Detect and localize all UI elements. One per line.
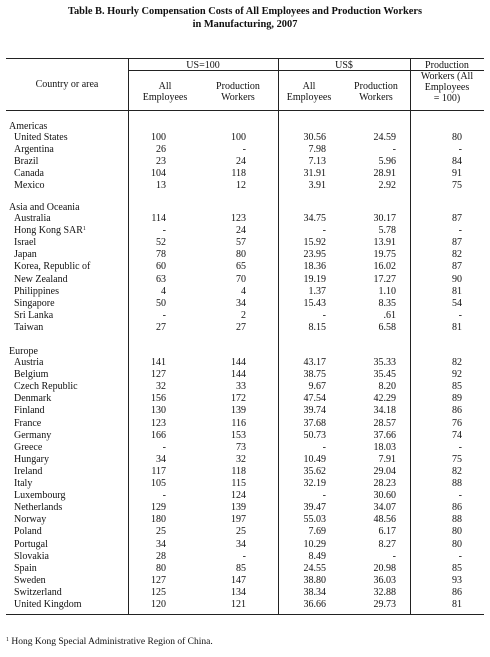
row-label: Norway	[14, 514, 47, 526]
table-cell: 24	[236, 225, 246, 237]
table-cell: 123	[151, 417, 166, 429]
table-title: Table B. Hourly Compensation Costs of All Employees and Production Workers	[68, 6, 422, 17]
column-divider	[410, 58, 411, 614]
table-cell: 60	[156, 261, 166, 273]
table-cell: -	[162, 309, 166, 321]
header-bottom-rule	[6, 110, 484, 111]
table-cell: 120	[151, 599, 166, 610]
table-cell: 78	[156, 249, 166, 261]
table-cell: 166	[151, 429, 166, 441]
table-cell: 9.67	[308, 381, 326, 393]
table-cell: 18.03	[373, 441, 396, 453]
table-cell: 85	[236, 562, 246, 574]
section-heading: Europe	[9, 346, 38, 357]
table-cell: 42.29	[373, 393, 396, 405]
row-label: Philippines	[14, 285, 60, 297]
table-cell: -	[458, 550, 462, 562]
table-cell: 39.74	[303, 405, 326, 417]
table-cell: 147	[231, 574, 246, 586]
column-divider	[128, 58, 129, 614]
table-cell: 15.92	[303, 237, 326, 249]
ratio-column-header: Production Workers (All Employees = 100)	[420, 60, 474, 104]
table-cell: 86	[452, 586, 462, 598]
row-label: Hungary	[14, 453, 49, 465]
table-cell: 104	[151, 168, 166, 180]
row-label: Luxembourg	[14, 490, 66, 502]
table-cell: 8.15	[308, 321, 326, 333]
table-cell: 172	[231, 393, 246, 405]
section-heading: Americas	[9, 121, 48, 132]
table-cell: 144	[231, 357, 246, 368]
table-cell: 10.29	[303, 538, 326, 550]
table-cell: 86	[452, 502, 462, 514]
table-cell: 32.88	[373, 586, 396, 598]
table-cell: 124	[231, 490, 246, 502]
table-cell: 23	[156, 156, 166, 168]
row-label: Slovakia	[14, 550, 49, 562]
table-cell: 84	[452, 156, 462, 168]
table-cell: 116	[231, 417, 246, 429]
top-rule	[6, 58, 484, 59]
table-cell: 81	[452, 285, 462, 297]
all-employees-index-header: All Employees	[142, 81, 188, 103]
table-cell: 2.92	[378, 180, 396, 192]
row-label: Finland	[14, 405, 45, 417]
row-label: Israel	[14, 237, 37, 249]
table-cell: 8.35	[378, 297, 396, 309]
row-label: Sri Lanka	[14, 309, 54, 321]
row-label: Denmark	[14, 393, 52, 405]
table-cell: 123	[231, 213, 246, 224]
table-cell: 80	[236, 249, 246, 261]
row-label: Italy	[14, 478, 33, 489]
table-cell: 57	[236, 237, 246, 249]
table-cell: 89	[452, 393, 462, 405]
table-cell: 70	[236, 273, 246, 285]
table-cell: 87	[452, 261, 462, 273]
table-cell: 35.45	[373, 369, 396, 381]
table-cell: 93	[452, 574, 462, 586]
table-cell: -	[392, 550, 396, 562]
table-cell: 8.27	[378, 538, 396, 550]
footnote	[6, 637, 213, 648]
table-cell: 52	[156, 237, 166, 249]
footnote-marker: 1	[6, 637, 9, 643]
row-label: Netherlands	[14, 502, 63, 514]
table-cell: 55.03	[303, 514, 326, 526]
table-cell: 80	[156, 562, 166, 574]
table-cell: 114	[151, 213, 166, 224]
table-cell: 100	[151, 132, 166, 143]
table-cell: 3.91	[308, 180, 326, 192]
table-cell: 24	[236, 156, 246, 168]
table-cell: 47.54	[303, 393, 326, 405]
table-cell: 105	[151, 478, 166, 489]
table-cell: 88	[452, 514, 462, 526]
row-label: France	[14, 417, 42, 429]
table-cell: 36.03	[373, 574, 396, 586]
table-cell: 28.57	[373, 417, 396, 429]
table-cell: 129	[151, 502, 166, 514]
all-employees-usd-header: All Employees	[286, 81, 332, 103]
table-cell: 82	[452, 465, 462, 477]
table-bottom-rule	[6, 614, 484, 615]
table-cell: 39.47	[303, 502, 326, 514]
table-cell: 115	[231, 478, 246, 489]
table-cell: 118	[231, 168, 246, 180]
row-label: Mexico	[14, 180, 45, 192]
table-cell: 19.19	[303, 273, 326, 285]
table-cell: 28	[156, 550, 166, 562]
table-cell: 4	[241, 285, 246, 297]
table-cell: -	[322, 309, 326, 321]
table-cell: 25	[156, 526, 166, 538]
table-cell: -	[458, 144, 462, 156]
table-cell: 38.34	[303, 586, 326, 598]
table-cell: 5.96	[378, 156, 396, 168]
table-cell: 87	[452, 213, 462, 224]
table-cell: 117	[151, 465, 166, 477]
table-cell: 75	[452, 453, 462, 465]
table-cell: 23.95	[303, 249, 326, 261]
table-cell: 27	[236, 321, 246, 333]
table-cell: -	[458, 441, 462, 453]
table-cell: 156	[151, 393, 166, 405]
table-cell: 80	[452, 538, 462, 550]
table-cell: 100	[231, 132, 246, 143]
table-cell: -	[458, 490, 462, 502]
table-cell: 28.23	[373, 478, 396, 489]
table-cell: 15.43	[303, 297, 326, 309]
table-cell: 32.19	[303, 478, 326, 489]
production-workers-index-header: Production Workers	[216, 81, 260, 103]
table-cell: 48.56	[373, 514, 396, 526]
table-cell: 36.66	[303, 599, 326, 610]
table-cell: 90	[452, 273, 462, 285]
row-label: Singapore	[14, 297, 55, 309]
row-label: Ireland	[14, 465, 43, 477]
table-cell: 7.69	[308, 526, 326, 538]
row-label: Greece	[14, 441, 43, 453]
table-cell: 27	[156, 321, 166, 333]
row-label: Portugal	[14, 538, 48, 550]
table-cell: 30.17	[373, 213, 396, 224]
row-label: Taiwan	[14, 321, 44, 333]
table-cell: .61	[383, 309, 396, 321]
table-cell: -	[242, 144, 246, 156]
table-cell: 130	[151, 405, 166, 417]
table-cell: 139	[231, 502, 246, 514]
table-cell: 81	[452, 321, 462, 333]
table-cell: 6.17	[378, 526, 396, 538]
table-cell: -	[162, 490, 166, 502]
table-cell: 34	[156, 538, 166, 550]
footnote-marker: 1	[82, 226, 86, 233]
table-cell: -	[322, 490, 326, 502]
table-cell: 34.18	[373, 405, 396, 417]
table-cell: 30.60	[373, 490, 396, 502]
table-cell: 63	[156, 273, 166, 285]
table-cell: 65	[236, 261, 246, 273]
table-cell: 82	[452, 357, 462, 368]
table-cell: 43.17	[303, 357, 326, 368]
table-cell: 7.13	[308, 156, 326, 168]
table-cell: 29.73	[373, 599, 396, 610]
row-label: Czech Republic	[14, 381, 78, 393]
table-cell: 38.75	[303, 369, 326, 381]
row-label: Belgium	[14, 369, 49, 381]
usd-group-header: US$	[335, 60, 353, 71]
table-cell: 5.78	[378, 225, 396, 237]
table-cell: 197	[231, 514, 246, 526]
table-cell: 35.33	[373, 357, 396, 368]
row-label: New Zealand	[14, 273, 68, 285]
table-cell: 34	[236, 538, 246, 550]
index-group-header: US=100	[186, 60, 220, 71]
table-cell: 180	[151, 514, 166, 526]
country-column-header: Country or area	[35, 79, 99, 90]
table-cell: 38.80	[303, 574, 326, 586]
table-cell: 80	[452, 132, 462, 143]
table-cell: -	[242, 550, 246, 562]
table-cell: 10.49	[303, 453, 326, 465]
table-cell: 85	[452, 562, 462, 574]
table-cell: 76	[452, 417, 462, 429]
table-cell: 1.10	[378, 285, 396, 297]
table-cell: 25	[236, 526, 246, 538]
table-cell: -	[162, 441, 166, 453]
table-cell: 28.91	[373, 168, 396, 180]
table-cell: 1.37	[308, 285, 326, 297]
table-cell: 32	[236, 453, 246, 465]
table-cell: 29.04	[373, 465, 396, 477]
table-cell: 6.58	[378, 321, 396, 333]
table-cell: 118	[231, 465, 246, 477]
row-label: Switzerland	[14, 586, 62, 598]
table-cell: 73	[236, 441, 246, 453]
table-cell: 75	[452, 180, 462, 192]
table-cell: 34	[156, 453, 166, 465]
row-label: Korea, Republic of	[14, 261, 91, 273]
table-cell: 91	[452, 168, 462, 180]
table-cell: 17.27	[373, 273, 396, 285]
table-cell: 7.91	[378, 453, 396, 465]
table-cell: 134	[231, 586, 246, 598]
table-cell: 4	[161, 285, 166, 297]
row-label: Spain	[14, 562, 37, 574]
row-label: Brazil	[14, 156, 39, 168]
row-label: United States	[14, 132, 68, 143]
row-label: United Kingdom	[14, 599, 82, 610]
table-cell: 34.75	[303, 213, 326, 224]
section-heading: Asia and Oceania	[9, 202, 80, 213]
row-label: Poland	[14, 526, 42, 538]
table-cell: -	[322, 225, 326, 237]
table-cell: 32	[156, 381, 166, 393]
table-cell: 139	[231, 405, 246, 417]
table-cell: -	[392, 144, 396, 156]
table-cell: 87	[452, 237, 462, 249]
table-cell: 127	[151, 369, 166, 381]
table-cell: 24.55	[303, 562, 326, 574]
table-cell: 127	[151, 574, 166, 586]
table-cell: 18.36	[303, 261, 326, 273]
row-label: Australia	[14, 213, 51, 224]
table-cell: -	[458, 309, 462, 321]
table-cell: 144	[231, 369, 246, 381]
table-cell: 50.73	[303, 429, 326, 441]
table-cell: 153	[231, 429, 246, 441]
table-cell: 8.49	[308, 550, 326, 562]
table-cell: 33	[236, 381, 246, 393]
table-cell: 74	[452, 429, 462, 441]
table-cell: 86	[452, 405, 462, 417]
table-cell: 80	[452, 526, 462, 538]
table-cell: 13.91	[373, 237, 396, 249]
row-label: Sweden	[14, 574, 46, 586]
table-cell: 54	[452, 297, 462, 309]
table-cell: 88	[452, 478, 462, 489]
table-cell: 24.59	[373, 132, 396, 143]
table-cell: 35.62	[303, 465, 326, 477]
table-cell: 7.98	[308, 144, 326, 156]
table-cell: 37.66	[373, 429, 396, 441]
table-cell: 81	[452, 599, 462, 610]
table-cell: -	[458, 225, 462, 237]
table-cell: 16.02	[373, 261, 396, 273]
row-label: Japan	[14, 249, 37, 261]
table-cell: 12	[236, 180, 246, 192]
row-label: Austria	[14, 357, 44, 368]
row-label: Hong Kong SAR$^1$	[14, 225, 86, 237]
table-cell: 20.98	[373, 562, 396, 574]
table-cell: 34.07	[373, 502, 396, 514]
table-cell: 30.56	[303, 132, 326, 143]
row-label: Canada	[14, 168, 44, 180]
row-label: Argentina	[14, 144, 54, 156]
table-cell: 8.20	[378, 381, 396, 393]
table-cell: 13	[156, 180, 166, 192]
table-subtitle: in Manufacturing, 2007	[192, 19, 298, 30]
table-cell: 85	[452, 381, 462, 393]
production-workers-usd-header: Production Workers	[354, 81, 398, 103]
table-cell: 2	[241, 309, 246, 321]
table-cell: 92	[452, 369, 462, 381]
table-cell: 125	[151, 586, 166, 598]
footnote-text: Hong Kong Special Administrative Region of China.	[11, 637, 213, 647]
table-cell: 141	[151, 357, 166, 368]
table-cell: 50	[156, 297, 166, 309]
row-label: Germany	[14, 429, 52, 441]
table-cell: 82	[452, 249, 462, 261]
table-cell: 19.75	[373, 249, 396, 261]
table-cell: 26	[156, 144, 166, 156]
table-cell: -	[322, 441, 326, 453]
table-cell: 34	[236, 297, 246, 309]
table-cell: 37.68	[303, 417, 326, 429]
table-cell: 121	[231, 599, 246, 610]
table-cell: 31.91	[303, 168, 326, 180]
table-cell: -	[162, 225, 166, 237]
column-divider	[278, 58, 279, 614]
